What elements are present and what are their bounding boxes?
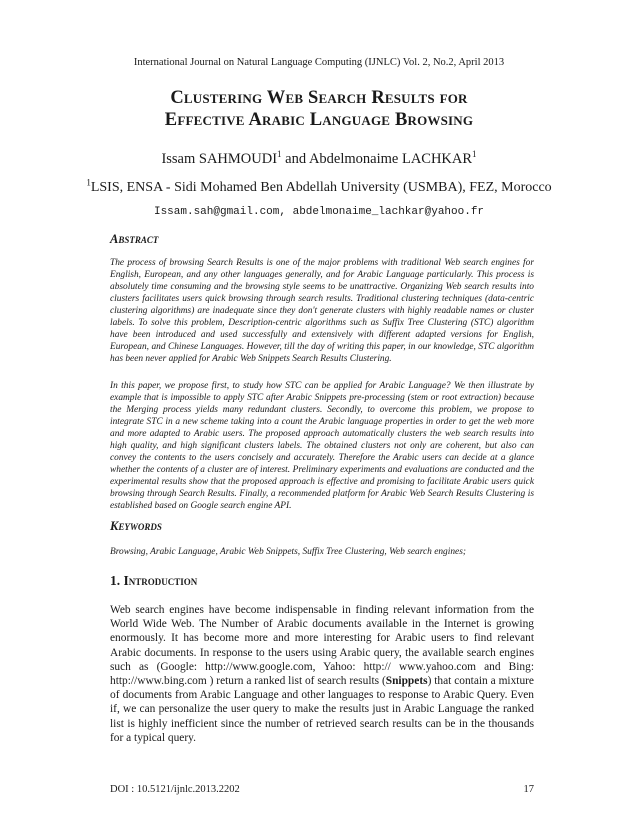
author-affiliation-mark: 1: [277, 149, 282, 160]
abstract-heading: Abstract: [110, 232, 159, 246]
author-connector: and: [281, 151, 309, 167]
author-emails: Issam.sah@gmail.com, abdelmonaime_lachkar@yahoo.fr: [153, 206, 485, 218]
author-name: Issam SAHMOUDI: [161, 151, 278, 167]
intro-text-part-2: ) that contain a mixture of documents from Arabic Language and other languages to response to Arabic Query. Even if, we can personalize the user query to make the results just in Arabic Language the ranked list is highly inefficient since the number of retrieved search results can be in the thousands for a typical query.: [110, 675, 534, 744]
author-affiliation-mark: 1: [472, 149, 477, 160]
keywords-text: Browsing, Arabic Language, Arabic Web Snippets, Suffix Tree Clustering, Web search engines;: [110, 547, 466, 557]
intro-text-part-1: Web search engines have become indispensable in finding relevant information from the World Wide Web. The Number of Arabic documents available in the Internet is growing enormously. It has become more and more interesting for Arabic users to find relevant Arabic documents. In response to the users using Arabic query, the available search engines such as (Google: http://www.google.com, Yahoo: http:// www.yahoo.com and Bing: http://www.bing.com ) return a ranked list of search results (: [110, 604, 534, 688]
footer-doi: DOI : 10.5121/ijnlc.2013.2202: [110, 784, 240, 795]
section-heading-introduction: 1. Introduction: [110, 573, 198, 588]
affiliation-mark: 1: [86, 177, 91, 188]
abstract-paragraph-2: In this paper, we propose first, to study how STC can be applied for Arabic Language? We then illustrate by example that is impossible to apply STC after Arabic Snippets pre-processing (stem or root extraction) because the Merging process yields many redundant clusters. Secondly, to overcome this problem, we propose to integrate STC in a new scheme taking into a count the Arabic language properties in order to get the web more and more adapted to Arabic users. The proposed approach automatically clusters the web search results into high quality, and high significant clusters labels. The obtained clusters not only are coherent, but also can convey the contents to the users concisely and accurately. Therefore the Arabic users can decide at a glance whether the contents of a cluster are of interest. Preliminary experiments and evaluations are conducted and the experimental results show that the proposed approach is effective and promising to facilitate Arabic users quick browsing through Search Results. Finally, a recommended platform for Arabic Web Search Results Clustering is established based on Google search engine API.: [110, 381, 534, 511]
running-header: International Journal on Natural Language Computing (IJNLC) Vol. 2, No.2, April 2013: [133, 57, 505, 68]
author-name: Abdelmonaime LACHKAR: [308, 151, 473, 167]
intro-bold-term: Snippets: [385, 675, 428, 688]
affiliation-text: LSIS, ENSA - Sidi Mohamed Ben Abdellah University (USMBA), FEZ, Morocco: [90, 180, 552, 195]
keywords-heading: Keywords: [110, 519, 162, 533]
abstract-paragraph-1: The process of browsing Search Results is one of the major problems with traditional Web search engines for English, European, and any other languages generally, and for Arabic Language particularly. This process is absolutely time consuming and the browsing style seems to be unattractive. Organizing Web search results into clusters facilitates users quick browsing through search results. Traditional clustering techniques (data-centric clustering algorithms) are inadequate since they don't generate clusters with highly readable names or cluster labels. To solve this problem, Description-centric algorithms such as Suffix Tree Clustering (STC) algorithm have been introduced and used successfully and extensively with different adapted versions for English, European, and Chinese Languages. However, till the day of writing this paper, in our knowledge, STC algorithm has been never applied for Arabic Web Snippets Search Results Clustering.: [110, 258, 534, 364]
introduction-paragraph: [110, 603, 534, 745]
affiliation: [0, 177, 638, 196]
paper-title-line-2: Effective Arabic Language Browsing: [164, 110, 474, 130]
page-number: 17: [523, 784, 534, 795]
paper-title-line-1: Clustering Web Search Results for: [170, 88, 468, 108]
author-list: [0, 151, 638, 168]
